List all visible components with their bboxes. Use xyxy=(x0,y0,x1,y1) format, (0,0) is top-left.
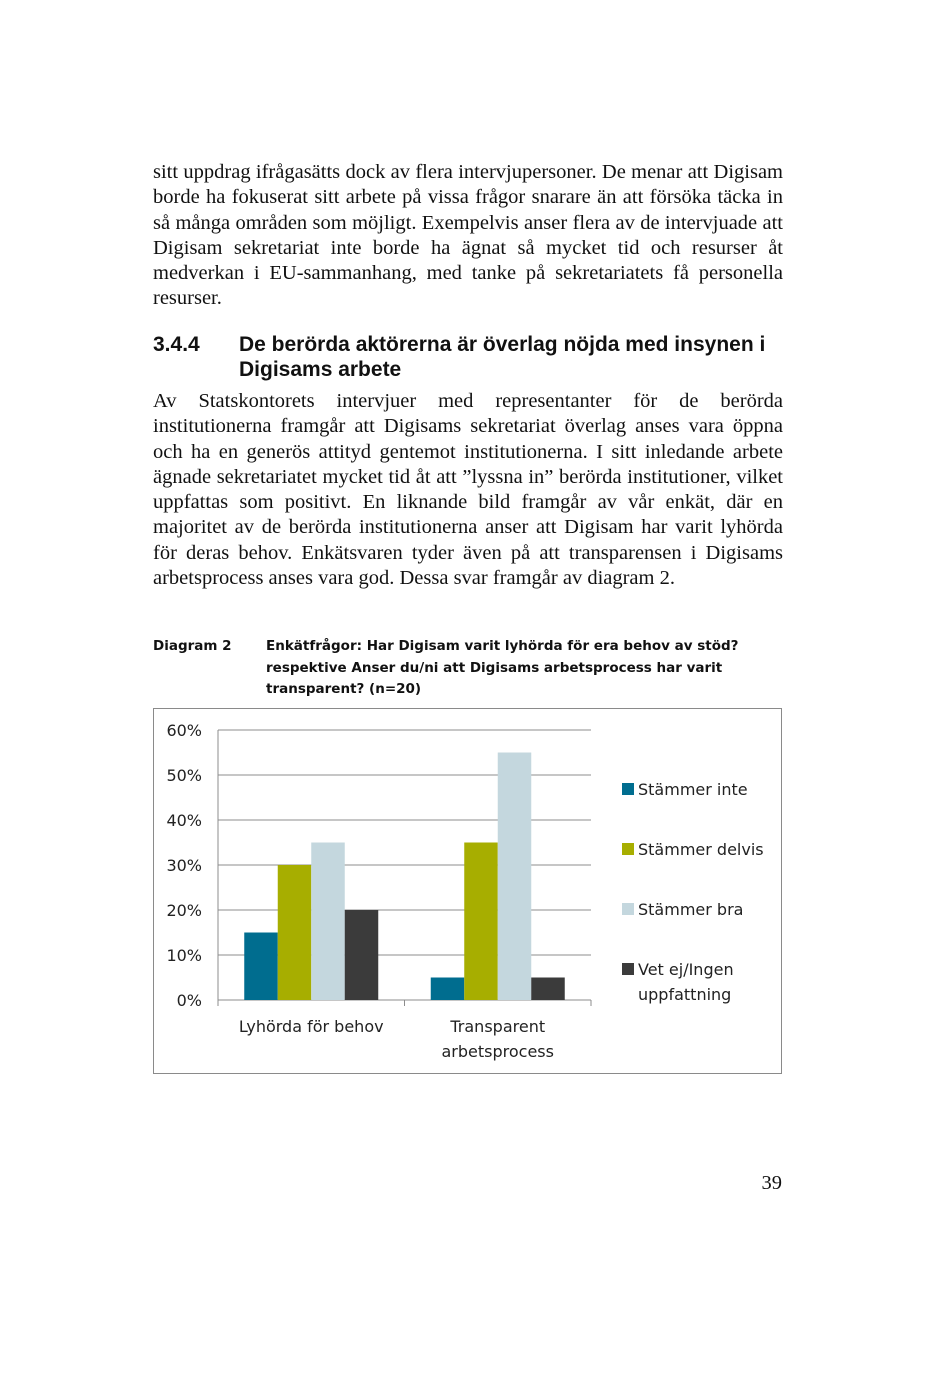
bar xyxy=(498,753,532,1001)
y-tick-label: 50% xyxy=(166,766,202,785)
y-tick-label: 10% xyxy=(166,946,202,965)
bar xyxy=(464,843,498,1001)
bar xyxy=(244,933,278,1001)
bar xyxy=(431,978,465,1001)
body-paragraph-2: Av Statskontorets intervjuer med representanter för de berörda institutionerna framgår att Digisams sekretariat överlag anses vara öppna och ha en generös attityd gentemot institutionerna. I sitt inledande arbete ägnade sekretariatet mycket tid åt att ”lyssna in” berörda institutioner, vilket uppfattas som positivt. En liknande bild framgår av vår enkät, där en majoritet av de berörda institutionerna anser att Digisam har varit lyhörda för deras behov. Enkätsvaren tyder även på att transparensen i Digisams arbetsprocess anses vara god. Dessa svar framgår av diagram 2. xyxy=(153,390,783,590)
bar xyxy=(311,843,345,1001)
bar xyxy=(278,865,312,1000)
category-label: Transparent arbetsprocess xyxy=(441,1017,554,1061)
bar xyxy=(345,910,379,1000)
legend-swatch xyxy=(622,783,634,795)
y-tick-label: 30% xyxy=(166,856,202,875)
category-label: Lyhörda för behov xyxy=(238,1017,384,1036)
y-tick-label: 20% xyxy=(166,901,202,920)
legend-label: Stämmer inte xyxy=(638,780,748,799)
bar xyxy=(531,978,565,1001)
chart-frame xyxy=(153,708,782,1074)
y-tick-label: 40% xyxy=(166,811,202,830)
body-paragraph-1: sitt uppdrag ifrågasätts dock av flera intervjupersoner. De menar att Digisam borde ha fokuserat sitt arbete på vissa frågor snarare än att försöka täcka in så många områden som möjligt. Exempelvis anser flera av de intervjuade att Digisam sekretariat inte borde ha ägnat så mycket tid och resurser åt medverkan i EU-sammanhang, med tanke på sekretariatets få personella resurser. xyxy=(153,161,783,310)
y-tick-label: 60% xyxy=(166,721,202,740)
bar-chart xyxy=(154,709,781,1073)
legend-swatch xyxy=(622,963,634,975)
legend-label: Stämmer delvis xyxy=(638,840,764,859)
figure-caption: Enkätfrågor: Har Digisam varit lyhörda för era behov av stöd? respektive Anser du/ni att Digisams arbetsprocess har varit transparent? (n=20) xyxy=(266,638,739,697)
y-tick-label: 0% xyxy=(176,991,202,1010)
figure-label: Diagram 2 xyxy=(153,638,232,654)
page-number: 39 xyxy=(761,1172,782,1194)
legend-label: Stämmer bra xyxy=(638,900,744,919)
section-number: 3.4.4 xyxy=(153,333,200,356)
legend-swatch xyxy=(622,903,634,915)
legend-label: Vet ej/Ingen uppfattning xyxy=(638,960,734,1004)
section-title: De berörda aktörerna är överlag nöjda med insynen i Digisams arbete xyxy=(239,333,766,381)
legend-swatch xyxy=(622,843,634,855)
